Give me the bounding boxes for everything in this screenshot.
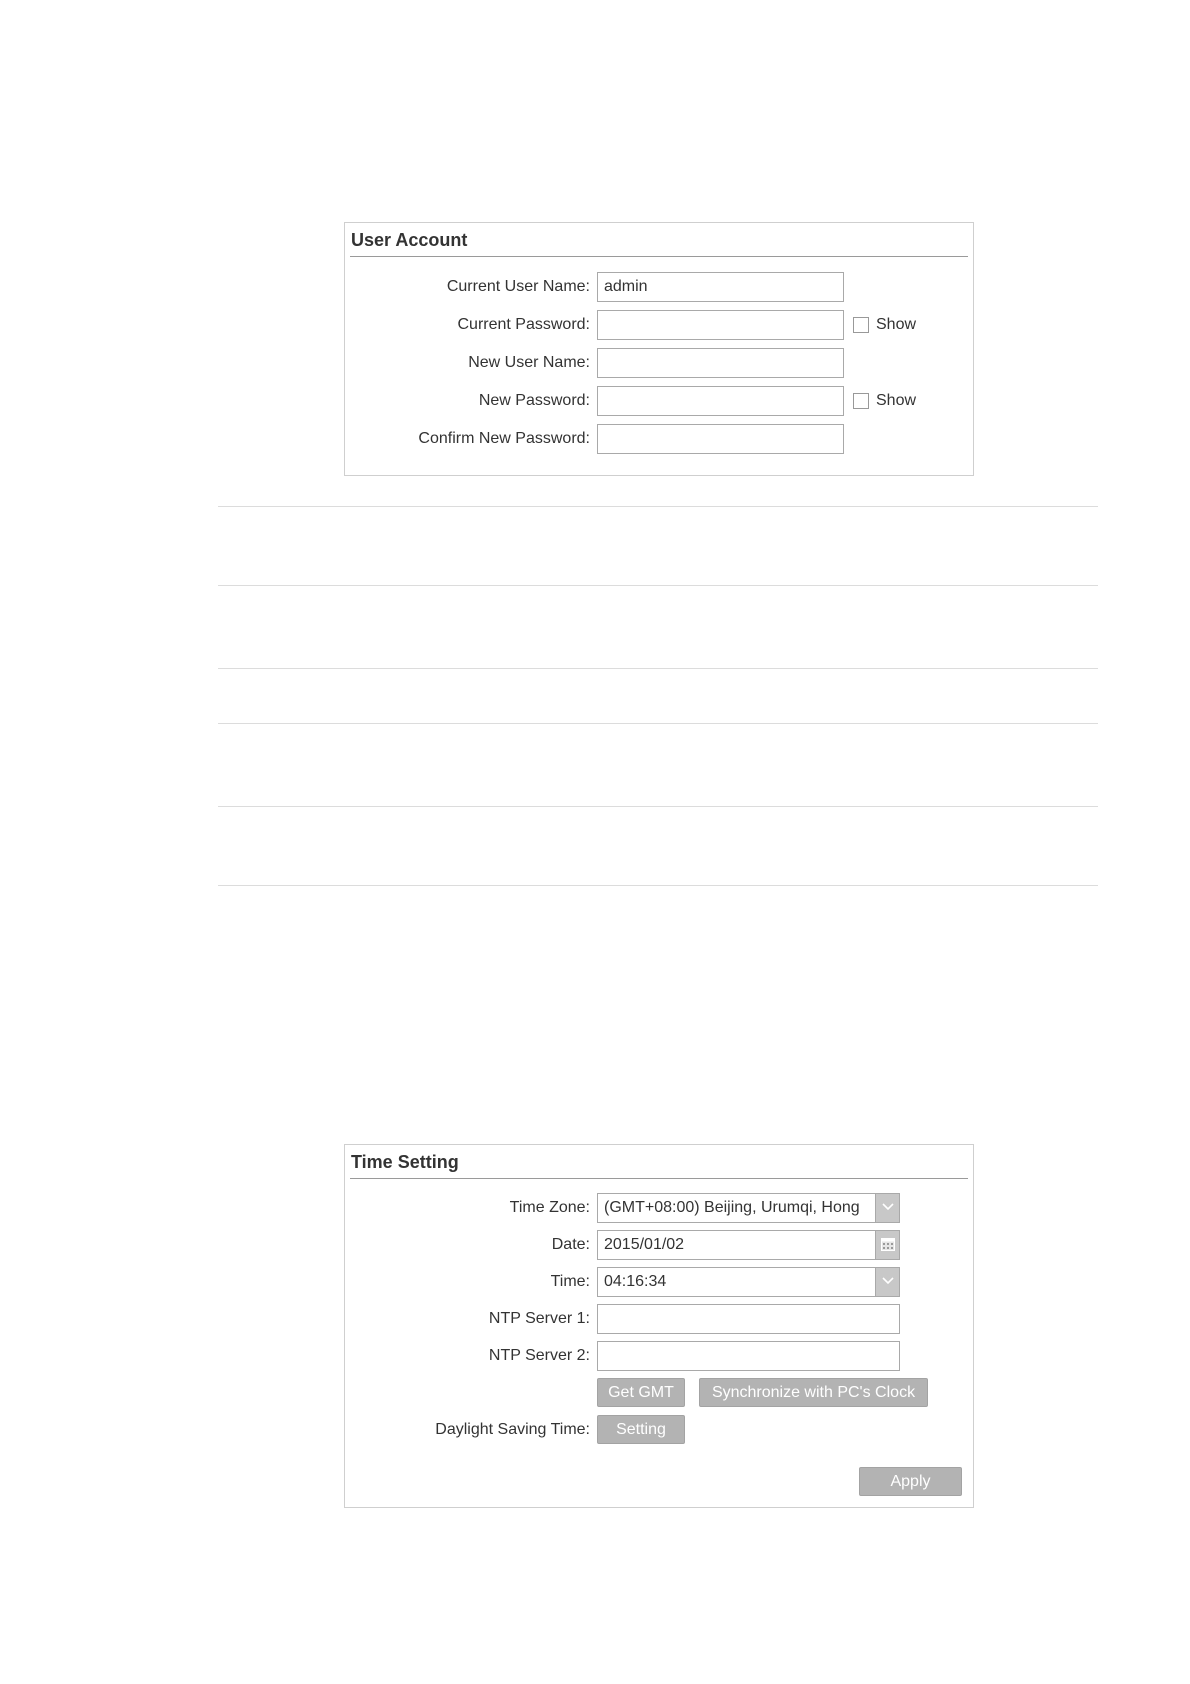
current-user-name-label: Current User Name:: [446, 278, 590, 295]
ntp-server-1-row: [345, 1304, 973, 1334]
time-buttons-row: [345, 1378, 973, 1408]
date-input[interactable]: [597, 1230, 900, 1260]
ntp-server-2-row: [345, 1341, 973, 1371]
divider-line: [218, 585, 1098, 586]
show-new-password-label: Show: [876, 392, 917, 409]
ntp-server-2-input[interactable]: [597, 1341, 900, 1371]
time-zone-row: [345, 1193, 973, 1223]
current-user-name-row: [345, 272, 973, 302]
divider-line: [218, 723, 1098, 724]
divider-line: [218, 668, 1098, 669]
current-password-row: [345, 310, 973, 340]
time-zone-dropdown-button[interactable]: [875, 1194, 899, 1222]
time-label: Time:: [550, 1273, 590, 1290]
current-password-label: Current Password:: [457, 316, 590, 333]
show-current-password-checkbox[interactable]: [853, 317, 869, 333]
time-setting-title: Time Setting: [351, 1152, 459, 1172]
user-account-panel: [344, 222, 974, 476]
time-row: [345, 1267, 973, 1297]
synchronize-pc-clock-button[interactable]: Synchronize with PC's Clock: [699, 1378, 928, 1407]
confirm-new-password-row: [345, 424, 973, 454]
user-account-title: User Account: [351, 230, 468, 250]
time-value: 04:16:34: [604, 1273, 667, 1290]
time-zone-value: (GMT+08:00) Beijing, Urumqi, Hong: [604, 1199, 860, 1216]
new-user-name-label: New User Name:: [468, 354, 590, 371]
time-select[interactable]: [597, 1267, 900, 1297]
confirm-new-password-input[interactable]: [597, 424, 844, 454]
calendar-button[interactable]: [875, 1231, 899, 1259]
ntp-server-1-label: NTP Server 1:: [488, 1310, 590, 1327]
time-zone-select[interactable]: [597, 1193, 900, 1223]
user-account-title-rule: [350, 256, 968, 257]
date-row: [345, 1230, 973, 1260]
date-value: 2015/01/02: [604, 1236, 685, 1253]
new-user-name-input[interactable]: [597, 348, 844, 378]
show-new-password-checkbox[interactable]: [853, 393, 869, 409]
apply-button[interactable]: Apply: [859, 1467, 962, 1496]
new-user-name-row: [345, 348, 973, 378]
time-zone-label: Time Zone:: [509, 1199, 590, 1216]
ntp-server-2-label: NTP Server 2:: [488, 1347, 590, 1364]
date-label: Date:: [551, 1236, 590, 1253]
divider-line: [218, 806, 1098, 807]
current-password-input[interactable]: [597, 310, 844, 340]
calendar-icon: [881, 1238, 895, 1251]
chevron-down-icon: [881, 1276, 895, 1286]
daylight-saving-row: [345, 1415, 973, 1445]
time-setting-panel: [344, 1144, 974, 1508]
new-password-row: [345, 386, 973, 416]
time-dropdown-button[interactable]: [875, 1268, 899, 1296]
show-current-password-label: Show: [876, 316, 917, 333]
confirm-new-password-label: Confirm New Password:: [418, 430, 590, 447]
current-user-name-input[interactable]: admin: [597, 272, 844, 302]
new-password-label: New Password:: [478, 392, 590, 409]
time-setting-title-rule: [350, 1178, 968, 1179]
ntp-server-1-input[interactable]: [597, 1304, 900, 1334]
divider-line: [218, 885, 1098, 886]
daylight-setting-button[interactable]: Setting: [597, 1415, 685, 1444]
get-gmt-button[interactable]: Get GMT: [597, 1378, 685, 1407]
new-password-input[interactable]: [597, 386, 844, 416]
divider-line: [218, 506, 1098, 507]
chevron-down-icon: [881, 1202, 895, 1212]
daylight-saving-label: Daylight Saving Time:: [435, 1421, 590, 1438]
